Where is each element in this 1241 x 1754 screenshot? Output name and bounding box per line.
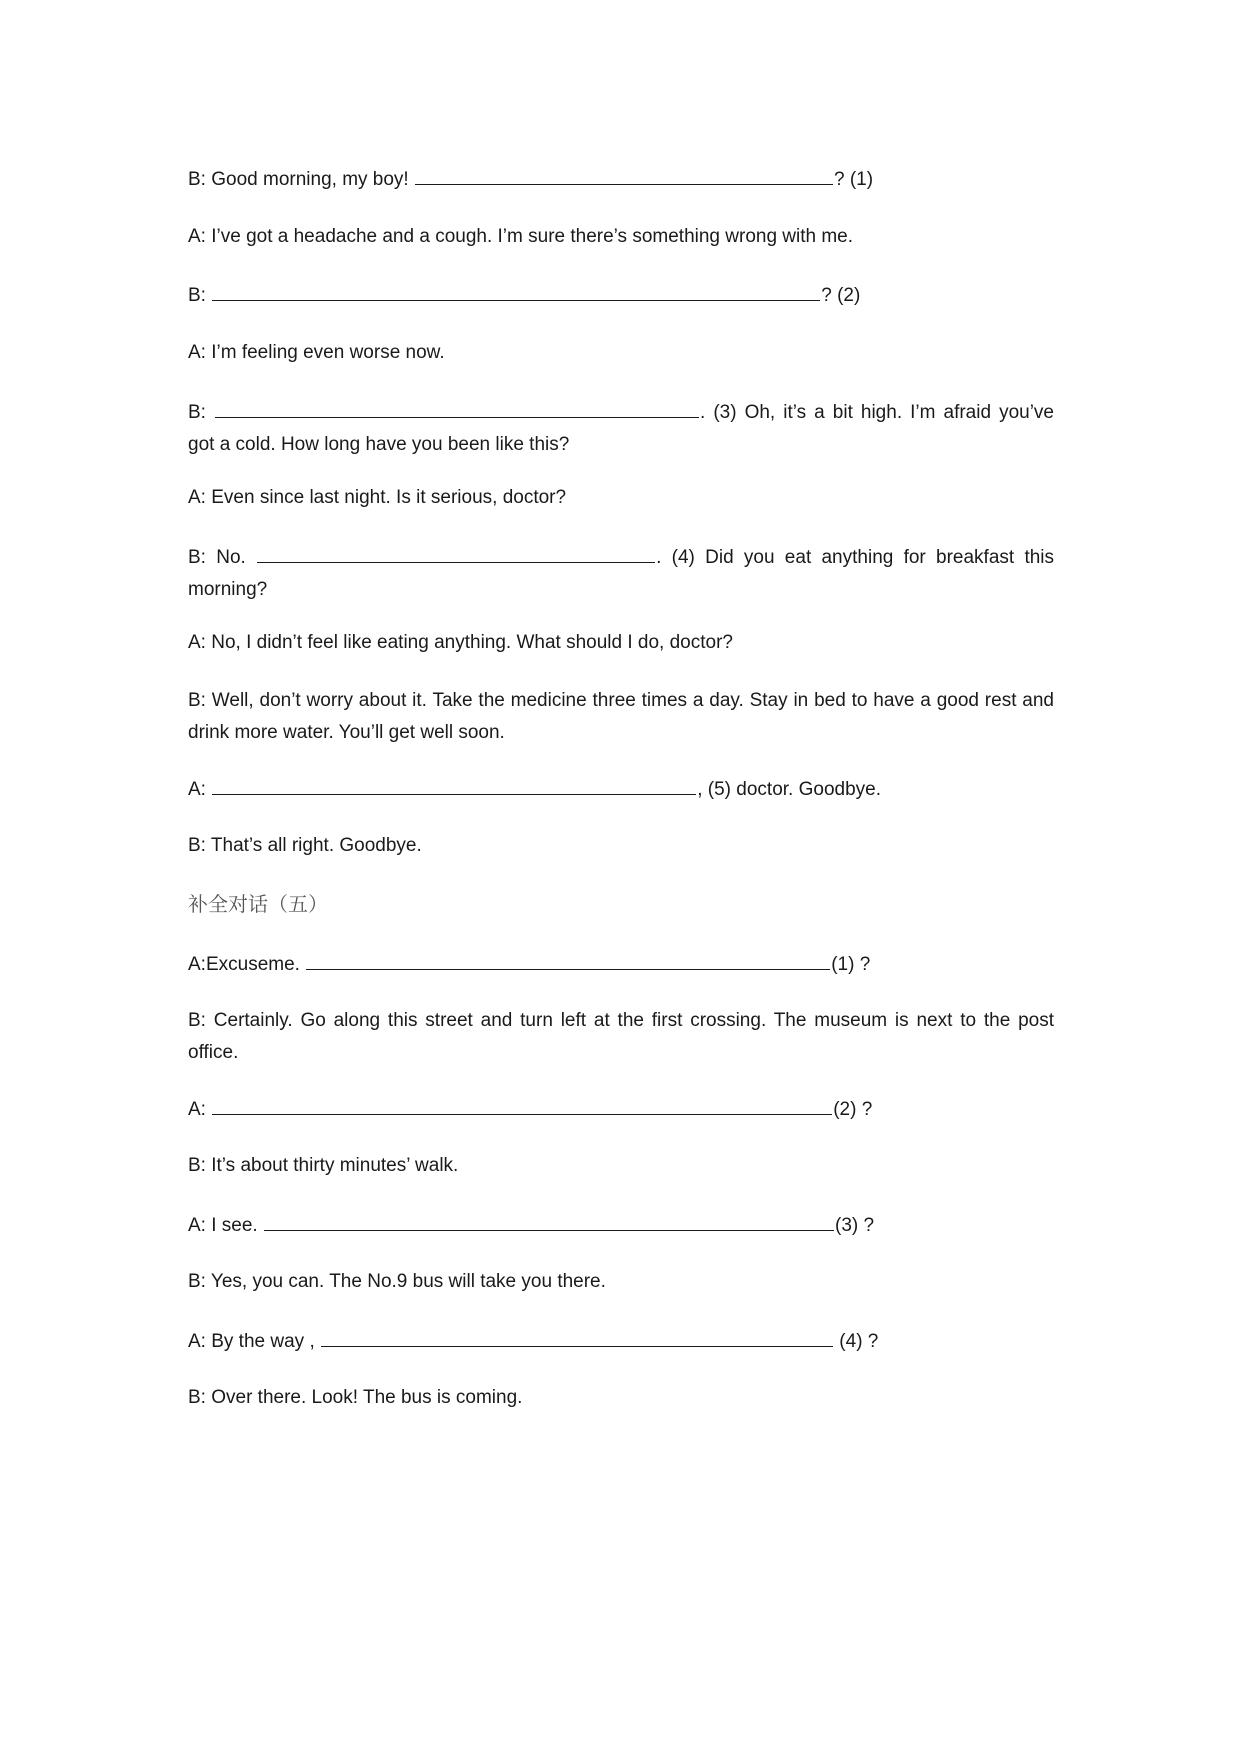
answer-blank[interactable] [212, 1092, 832, 1115]
dialogue-line [188, 1208, 1054, 1242]
dialogue-line [188, 1324, 1054, 1358]
speaker: A: [188, 342, 206, 363]
line-text-after: , (5) doctor. Goodbye. [697, 779, 881, 800]
speaker: A: [188, 1099, 206, 1120]
line-text-before: By the way , [211, 1331, 315, 1352]
dialogue-line [188, 1382, 1054, 1414]
speaker: A: [188, 226, 206, 247]
speaker: A: [188, 632, 206, 653]
speaker: B: [188, 1155, 206, 1176]
dialogue-line [188, 221, 1054, 253]
dialogue-line [188, 482, 1054, 514]
speaker: B: [188, 285, 206, 306]
line-text: I’ve got a headache and a cough. I’m sure there’s something wrong with me. [211, 226, 854, 247]
line-text: No, I didn’t feel like eating anything. What should I do, doctor? [211, 632, 733, 653]
line-text-after: . (3) Oh, it’s a bit high. I’m afraid you’ve got a cold. How long have you been like this? [188, 402, 1054, 455]
speaker: B: [188, 1387, 206, 1408]
speaker: B: [188, 547, 206, 568]
line-text: Over there. Look! The bus is coming. [211, 1387, 523, 1408]
dialogue-line [188, 1005, 1054, 1069]
speaker: A: [188, 1331, 206, 1352]
line-text: Well, don’t worry about it. Take the medicine three times a day. Stay in bed to have a good rest and drink more water. You’ll get well soon. [188, 690, 1055, 743]
line-text: Yes, you can. The No.9 bus will take you there. [210, 1271, 606, 1292]
line-text: That’s all right. Goodbye. [210, 835, 422, 856]
answer-blank[interactable] [212, 772, 696, 795]
line-text-after: (1) ? [831, 954, 871, 975]
speaker: A: [188, 954, 206, 975]
dialogue-line [188, 1092, 1054, 1126]
answer-blank[interactable] [215, 395, 699, 418]
line-text-after: ? (2) [821, 285, 861, 306]
speaker: B: [188, 1271, 206, 1292]
line-text: Certainly. Go along this street and turn left at the first crossing. The museum is next to the post office. [188, 1010, 1055, 1063]
speaker: A: [188, 487, 206, 508]
dialogue-line [188, 1150, 1054, 1182]
speaker: B: [188, 1010, 206, 1031]
speaker: B: [188, 835, 206, 856]
line-text: It’s about thirty minutes’ walk. [211, 1155, 459, 1176]
dialogue-line [188, 337, 1054, 369]
section-heading: 补全对话（五） [188, 892, 328, 916]
answer-blank[interactable] [415, 162, 833, 185]
answer-blank[interactable] [306, 947, 830, 970]
answer-blank[interactable] [321, 1324, 833, 1347]
line-text-before: I see. [211, 1215, 258, 1236]
dialogue-line [188, 830, 1054, 862]
line-text-before: Excuseme. [205, 954, 300, 975]
line-text-before: No. [216, 547, 246, 568]
speaker: B: [188, 169, 206, 190]
dialogue-line [188, 627, 1054, 659]
speaker: A: [188, 779, 206, 800]
dialogue-line [188, 947, 1054, 981]
line-text-after: (3) ? [835, 1215, 875, 1236]
speaker: A: [188, 1215, 206, 1236]
line-text-after: (4) ? [834, 1331, 879, 1352]
line-text: Even since last night. Is it serious, doctor? [211, 487, 567, 508]
line-text-before: Good morning, my boy! [211, 169, 409, 190]
dialogue-line [188, 772, 1054, 806]
line-text-after: ? (1) [834, 169, 874, 190]
line-text-after: . (4) Did you eat anything for breakfast this morning? [188, 547, 1055, 600]
speaker: B: [188, 402, 206, 423]
line-text-after: (2) ? [833, 1099, 873, 1120]
answer-blank[interactable] [257, 540, 655, 563]
dialogue-line [188, 278, 1054, 312]
answer-blank[interactable] [212, 278, 820, 301]
dialogue-line [188, 162, 1054, 196]
line-text: I’m feeling even worse now. [211, 342, 445, 363]
dialogue-line [188, 685, 1054, 749]
answer-blank[interactable] [264, 1208, 834, 1231]
dialogue-line [188, 1266, 1054, 1298]
speaker: B: [188, 690, 206, 711]
dialogue-line [188, 540, 1054, 606]
dialogue-line [188, 395, 1054, 461]
